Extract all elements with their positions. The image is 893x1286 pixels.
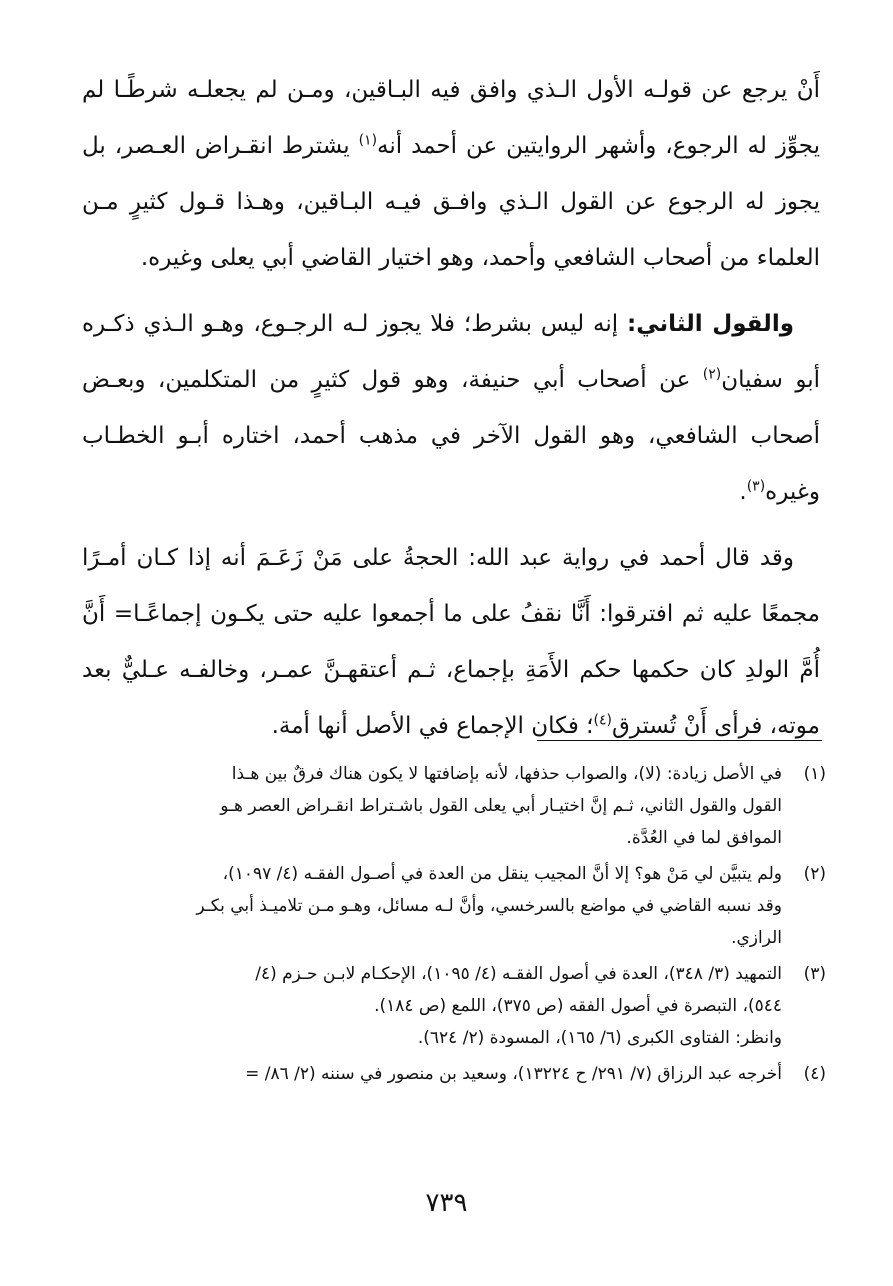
footnotes (70, 758, 826, 1094)
paragraph-1-text: أَنْ يرجع عن قولـه الأول الـذي وافق فيه البـاقين، ومـن لم يجعلـه شرطًـا لم يجوِّز له الرجوع، وأشهر الروايتين عن أحمد أنه (82, 77, 820, 159)
footnote-separator (537, 740, 822, 741)
paragraph-2 (82, 296, 820, 520)
footnote-ref-2: (٢) (702, 366, 722, 383)
paragraph-1-rest: يشترط انقـراض العـصر، بل يجوز له الرجوع عن القول الـذي وافـق فيـه البـاقين، وهـذا قـول كثيرٍ مـن العلماء من أصحاب الشافعي وأحمد، وهو اختيار القاضي أبي يعلى وغيره. (82, 133, 820, 271)
footnote-4 (70, 1058, 826, 1090)
footnote-3 (70, 958, 826, 1054)
footnote-line: الموافق لما في العُدَّة. (626, 828, 782, 848)
footnote-line: القول والقول الثاني، ثـم إنَّ اختيـار أبي يعلى القول باشـتراط انقـراض العصر هـو (220, 796, 782, 816)
paragraph-3-text-b: ؛ فكان الإجماع في الأصل أنها أمة. (271, 713, 594, 739)
paragraph-3-text-a: وقد قال أحمد في رواية عبد الله: الحجةُ على مَنْ زَعَـمَ أنه إذا كـان أمـرًا مجمعًا عليه ثم افترقوا: أَنَّا نقفُ على ما أجمعوا عليه حتى يكـون إجماعًـا= أَنَّ أُمَّ الولدِ كان حكمها حكم الأَمَةِ بإجماع، ثـم أعتقهـنَّ عمـر، وخالفـه عـليٌّ بعد موته، فرأى أَنْ تُسترق (82, 545, 820, 739)
footnote-number: (٣) (803, 964, 826, 984)
footnote-text (70, 958, 782, 1054)
footnote-text (70, 1058, 782, 1090)
paragraph-2-text-c: . (739, 479, 747, 505)
footnote-line: وانظر: الفتاوى الكبرى (٦/ ١٦٥)، المسودة (٢/ ٦٢٤). (417, 1028, 782, 1048)
footnote-line: ٥٤٤)، التبصرة في أصول الفقه (ص ٣٧٥)، اللمع (ص ١٨٤). (374, 996, 782, 1016)
page-number: ٧٣٩ (425, 1188, 468, 1218)
paragraph-2-lead: والقول الثاني: (627, 311, 794, 337)
footnote-number: (١) (803, 764, 826, 784)
footnote-text (70, 758, 782, 854)
main-body-text (82, 62, 820, 764)
footnote-text (70, 858, 782, 954)
footnote-line: أخرجه عبد الرزاق (٧/ ٢٩١/ ح ١٣٢٢٤)، وسعيد بن منصور في سننه (٢/ ٨٦/ = (245, 1064, 782, 1084)
footnote-line: في الأصل زيادة: (لا)، والصواب حذفها، لأنه بإضافتها لا يكون هناك فرقٌ بين هـذا (231, 764, 782, 784)
footnote-line: وقد نسبه القاضي في مواضع بالسرخسي، وأنَّ لـه مسائل، وهـو مـن تلاميـذ أبي بكـر (196, 896, 782, 916)
footnote-line: ولم يتبيَّن لي مَنْ هو؟ إلا أنَّ المجيب ينقل من العدة في أصـول الفقـه (٤/ ١٠٩٧)، (222, 864, 782, 884)
footnote-line: التمهيد (٣/ ٣٤٨)، العدة في أصول الفقـه (٤/ ١٠٩٥)، الإحكـام لابـن حـزم (٤/ (255, 964, 782, 984)
footnote-ref-4: (٤) (593, 712, 612, 729)
paragraph-2-text-b: عن أصحاب أبي حنيفة، وهو قول كثيرٍ من المتكلمين، وبعـض أصحاب الشافعي، وهو القول الآخر في مذهب أحمد، اختاره أبـو الخطـاب وغيره (82, 367, 820, 505)
footnote-line: الرازي. (731, 928, 782, 948)
footnote-ref-1: (١) (358, 132, 378, 149)
paragraph-2-text-a: إنه ليس بشرط؛ فلا يجوز لـه الرجـوع، وهـو الـذي ذكـره أبو سفيان (82, 311, 820, 393)
paragraph-1 (82, 62, 820, 286)
footnote-number: (٢) (803, 864, 826, 884)
paragraph-3 (82, 530, 820, 754)
footnote-1 (70, 758, 826, 854)
footnote-2 (70, 858, 826, 954)
footnote-number: (٤) (803, 1064, 826, 1084)
footnote-ref-3: (٣) (746, 478, 766, 495)
